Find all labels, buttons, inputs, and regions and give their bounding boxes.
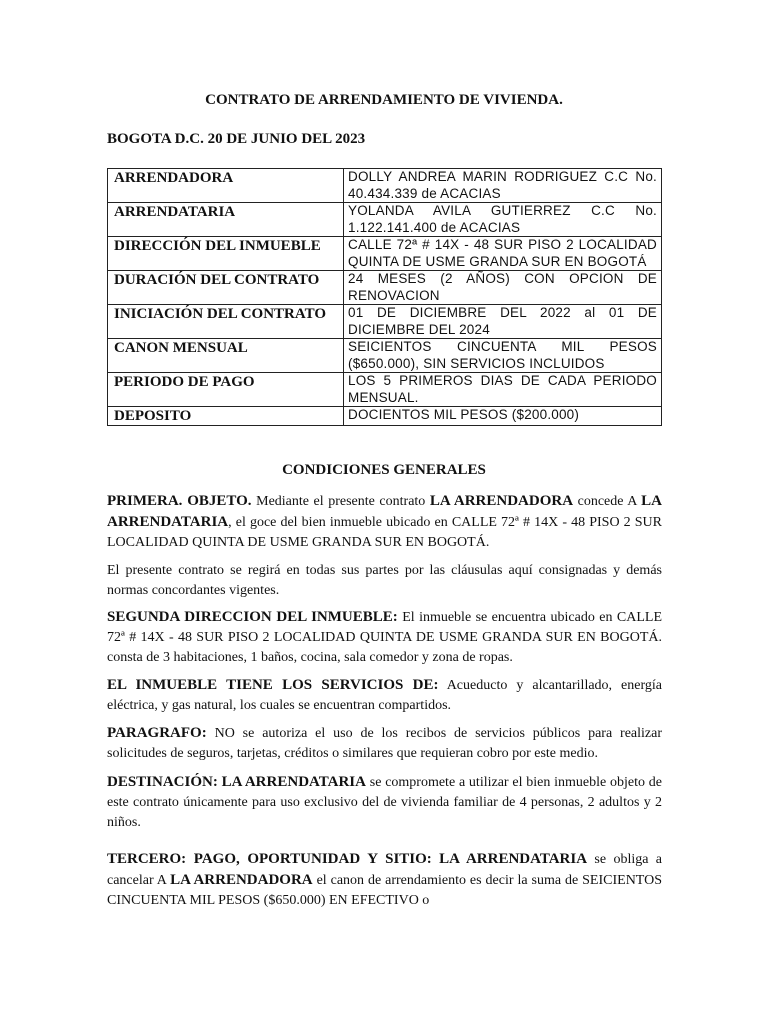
clause-text: se obliga a cancelar A [107,852,663,888]
table-row [108,339,662,373]
clause-heading: TERCERO: PAGO, OPORTUNIDAD Y SITIO: [107,851,432,867]
clause-destinacion [107,772,662,833]
clause-heading: PARAGRAFO: [107,725,207,741]
clause-text: Mediante el presente contrato [251,494,430,509]
table-key: DIRECCIÓN DEL INMUEBLE [108,237,344,271]
table-key: PERIODO DE PAGO [108,373,344,407]
table-key: ARRENDADORA [108,169,344,203]
table-key: DEPOSITO [108,407,344,426]
table-value: 01 DE DICIEMBRE DEL 2022 al 01 DE DICIEMBRE DEL 2024 [344,305,662,339]
contract-info-table [107,168,662,426]
clause-heading: PRIMERA. OBJETO. [107,493,252,509]
table-value: SEICIENTOS CINCUENTA MIL PESOS ($650.000), SIN SERVICIOS INCLUIDOS [344,339,662,373]
clause-heading: EL INMUEBLE TIENE LOS SERVICIOS DE: [107,677,439,693]
table-key: DURACIÓN DEL CONTRATO [108,271,344,305]
table-row [108,169,662,203]
party-name: LA ARRENDADORA [170,872,313,888]
table-row [108,203,662,237]
clause-text: se compromete a utilizar el bien inmueble objeto de este contrato únicamente para uso exclusivo del de vivienda familiar de 4 personas, 2 adultos y 2 niños. [107,775,662,830]
party-name: LA ARRENDATARIA [221,774,366,790]
party-name: LA ARRENDATARIA [107,493,663,530]
table-key: INICIACIÓN DEL CONTRATO [108,305,344,339]
section-title: CONDICIONES GENERALES [282,462,486,478]
clause-text: El inmueble se encuentra ubicado en CALLE 72ª # 14X - 48 SUR PISO 2 LOCALIDAD QUINTA DE USME GRANDA SUR EN BOGOTÁ. consta de 3 habitaciones, 1 baños, cocina, sala comedor y zona de ropas. [107,610,663,665]
table-value: DOLLY ANDREA MARIN RODRIGUEZ C.C No. 40.434.339 de ACACIAS [344,169,662,203]
table-row [108,271,662,305]
clause-paragrafo [107,723,662,764]
clause-text: NO se autoriza el uso de los recibos de servicios públicos para realizar solicitudes de seguros, tarjetas, créditos o similares que requieran cobro por este medio. [107,726,662,761]
clause-heading: DESTINACIÓN: [107,774,218,790]
clause-text: el canon de arrendamiento es decir la suma de SEICIENTOS CINCUENTA MIL PESOS ($650.000) EN EFECTIVO o [107,873,662,908]
party-name: LA ARRENDATARIA [439,851,588,867]
clause-general-note: El presente contrato se regirá en todas sus partes por las cláusulas aquí consignadas y demás normas concordantes vigentes. [107,563,662,598]
clause-text: concede A [573,494,642,509]
clause-servicios [107,675,662,716]
contract-title: CONTRATO DE ARRENDAMIENTO DE VIVIENDA. [205,92,563,108]
table-value: YOLANDA AVILA GUTIERREZ C.C No. 1.122.141.400 de ACACIAS [344,203,662,237]
table-value: CALLE 72ª # 14X - 48 SUR PISO 2 LOCALIDAD QUINTA DE USME GRANDA SUR EN BOGOTÁ [344,237,662,271]
table-value: DOCIENTOS MIL PESOS ($200.000) [344,407,662,426]
clause-primera [107,491,662,553]
table-value: 24 MESES (2 AÑOS) CON OPCION DE RENOVACION [344,271,662,305]
place-date: BOGOTA D.C. 20 DE JUNIO DEL 2023 [107,131,366,147]
table-row [108,237,662,271]
clause-heading: SEGUNDA DIRECCION DEL INMUEBLE: [107,609,398,625]
clause-segunda [107,607,662,668]
table-row [108,407,662,426]
table-key: ARRENDATARIA [108,203,344,237]
table-value: LOS 5 PRIMEROS DIAS DE CADA PERIODO MENSUAL. [344,373,662,407]
table-row [108,305,662,339]
clause-text: Acueducto y alcantarillado, energía eléctrica, y gas natural, los cuales se encuentran compartidos. [107,678,662,713]
party-name: LA ARRENDADORA [429,493,574,509]
table-row [108,373,662,407]
table-key: CANON MENSUAL [108,339,344,373]
clause-tercero [107,849,662,911]
clause-text: , el goce del bien inmueble ubicado en CALLE 72ª # 14X - 48 PISO 2 SUR LOCALIDAD QUINTA DE USME GRANDA SUR EN BOGOTÁ. [107,515,662,550]
